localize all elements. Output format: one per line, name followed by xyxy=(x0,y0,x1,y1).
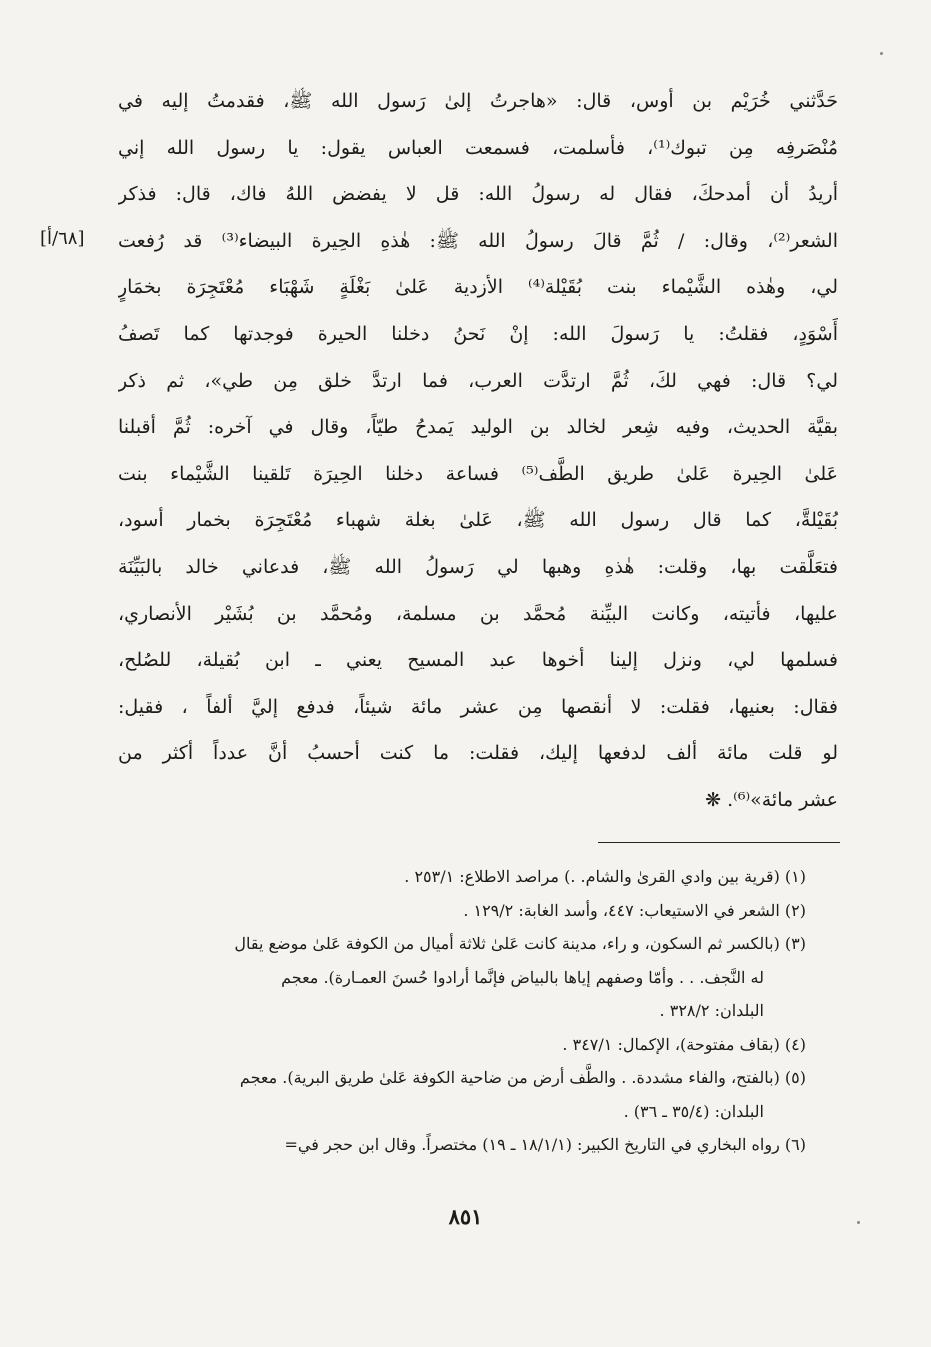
text-line: فسلمها لي، ونزل إلينا أخوها عبد المسيح يعني ـ ابن بُقيلة، للصُلح، xyxy=(118,649,838,672)
footnote-line: (٤) (بقاف مفتوحة)، الإكمال: ٣٤٧/١ . xyxy=(562,1034,806,1054)
text-line: فتعَلَّقت بها، وقلت: هٰذهِ وهبها لي رَسولُ الله ﷺ، فدعاني خالد بالبَيِّنَة xyxy=(118,555,838,578)
footnote-line: (٦) رواه البخاري في التاريخ الكبير: (١٨/١/١ ـ ١٩) مختصراً. وقال ابن حجر في= xyxy=(284,1135,806,1154)
scan-speck xyxy=(857,1221,860,1224)
text-line: فقال: بعنيها، فقلت: لا أنقصها مِن عشر مائة شيئاً، فدفع إليَّ ألفاً ، فقيل: xyxy=(118,695,838,718)
text-line: عشر مائة»⁽⁶⁾. ❋ xyxy=(705,788,838,811)
text-line: الشعر⁽²⁾، وقال: / ثُمَّ قالَ رسولُ الله ﷺ: هٰذهِ الحِيرة البيضاء⁽³⁾ قد رُفعت xyxy=(118,229,838,252)
text-line: لي؟ قال: فهي لكَ، ثُمَّ ارتدَّت العرب، فما ارتدَّ خلق مِن طي»، ثم ذكر xyxy=(118,369,838,392)
footnote-line: (٢) الشعر في الاستيعاب: ٤٤٧، وأسد الغابة: ١٢٩/٢ . xyxy=(463,900,806,920)
text-line: حَدَّثني خُرَيْم بن أوس، قال: «هاجرتُ إلىٰ رَسول الله ﷺ، فقدمتُ إليه في xyxy=(118,90,838,112)
text-line: مُنْصَرفِه مِن تبوك⁽¹⁾، فأسلمت، فسمعت العباس يقول: يا رسول الله إني xyxy=(118,136,838,159)
margin-folio-note: [٦٨/أ] xyxy=(40,228,85,249)
footnote-line: (١) (قرية بين وادي القرىٰ والشام. .) مراصد الاطلاع: ٢٥٣/١ . xyxy=(404,867,806,886)
footnote-separator xyxy=(598,842,840,843)
footnote-continuation: له النَّجف. . . وأمّا وصفهم إياها بالبياض فإنَّما أرادوا حُسنَ العمـارة). معجم xyxy=(281,967,764,987)
text-line: أريدُ أن أمدحكَ، فقال له رسولُ الله: قل لا يفضض اللهُ فاك، قال: فذكر xyxy=(118,183,838,206)
footnote-line: (٣) (بالكسر ثم السكون، و راء، مدينة كانت عَلىٰ ثلاثة أميال من الكوفة عَلىٰ موضع يقال xyxy=(234,934,806,953)
text-line: لي، وهٰذه الشَّيْماء بنت بُقَيْلة⁽⁴⁾ الأزدية عَلىٰ بَغْلَةٍ شَهْبَاء مُعْتَجِرَة بخمَارٍ xyxy=(118,276,838,299)
text-line: عليها، فأتيته، وكانت البيِّنة مُحمَّد بن مسلمة، ومُحمَّد بن بُشَيْر الأنصاري، xyxy=(118,602,838,625)
scan-speck xyxy=(880,52,883,55)
text-line: لو قلت مائة ألف لدفعها إليك، فقلت: ما كنت أحسبُ أنَّ عدداً أكثر من xyxy=(118,742,838,765)
footnote-line: (٥) (بالفتح، والفاء مشددة. . والطَّف أرض من ضاحية الكوفة عَلىٰ طريق البرية). معجم xyxy=(239,1068,806,1087)
footnote-continuation: البلدان: ٣٢٨/٢ . xyxy=(659,1001,764,1020)
text-line: بُقَيْلةَّ، كما قال رسول الله ﷺ، عَلىٰ بغلة شهباء مُعْتَجِرَة بخمار أسود، xyxy=(118,509,838,532)
text-line: عَلىٰ الحِيرة عَلىٰ طريق الطَّف⁽⁵⁾ فساعة دخلنا الحِيرَة تَلقينا الشَّيْماء بنت xyxy=(118,462,838,485)
main-text-block xyxy=(118,78,838,824)
text-line: أَسْوَدٍ، فقلتُ: يا رَسولَ الله: إنْ نَحنُ دخلنا الحيرة فوجدتها كما تَصفُ xyxy=(118,322,838,345)
footnotes-block xyxy=(108,860,806,1162)
page-number: ٨٥١ xyxy=(448,1204,483,1229)
text-line: بقيَّة الحديث، وفيه شِعر لخالد بن الوليد يَمدحُ طيّاً، وقال في آخره: ثُمَّ أقبلنا xyxy=(118,416,838,439)
footnote-continuation: البلدان: (٣٥/٤ ـ ٣٦) . xyxy=(623,1101,764,1121)
